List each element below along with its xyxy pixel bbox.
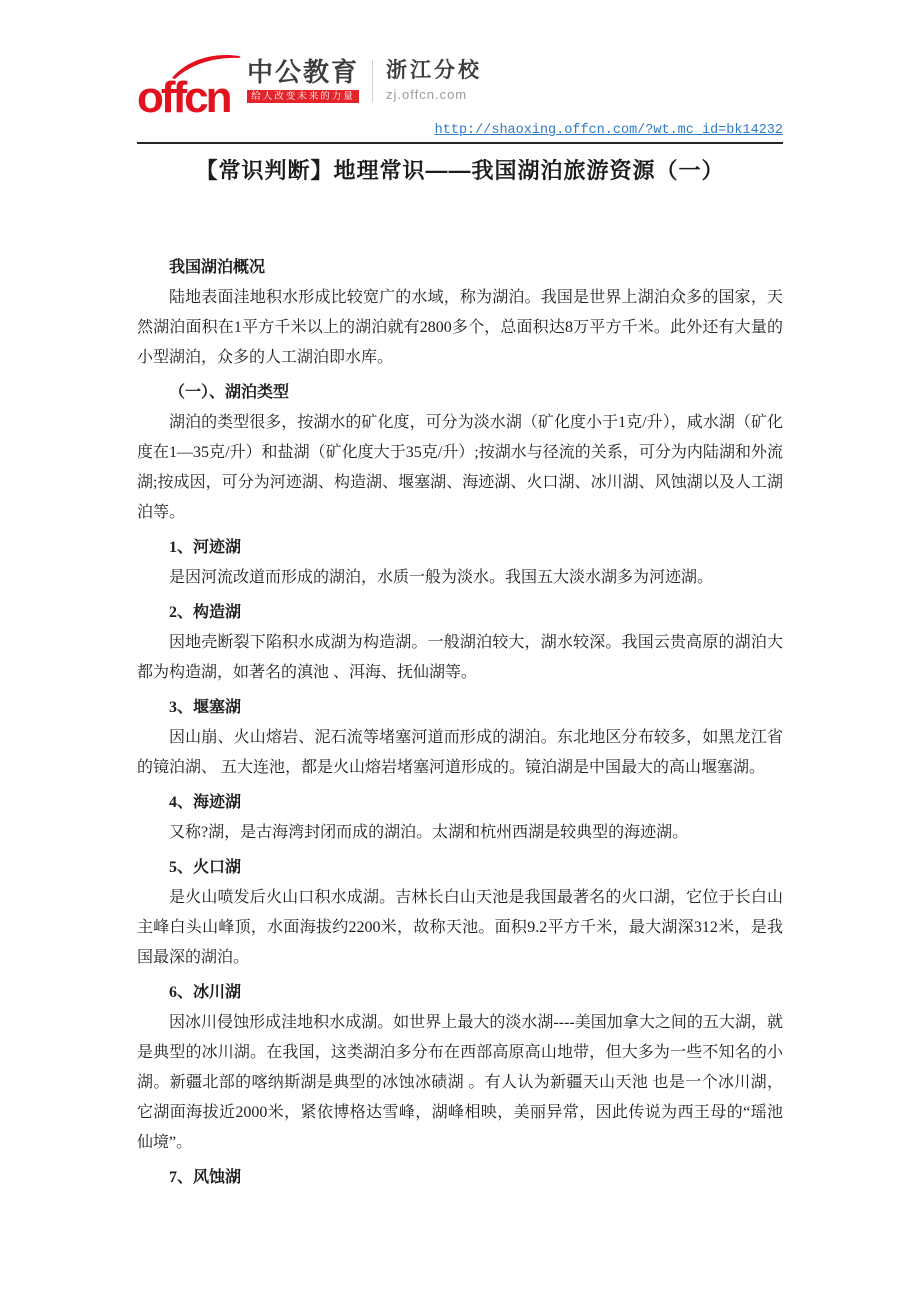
offcn-wordmark-text: offcn [137, 73, 230, 122]
section-heading: 2、构造湖 [169, 604, 242, 621]
branch-block [386, 58, 482, 102]
offcn-logo [137, 57, 483, 122]
paragraph: 陆地表面洼地积水形成比较宽广的水域，称为湖泊。我国是世界上湖泊众多的国家，天然湖泊面积在1平方千米以上的湖泊就有2800多个，总面积达8万平方千米。此外还有大量的小型湖泊，众多的人工湖泊即水库。 [137, 289, 783, 366]
paragraph: 湖泊的类型很多，按湖水的矿化度，可分为淡水湖（矿化度小于1克/升），咸水湖（矿化度在1—35克/升）和盐湖（矿化度大于35克/升）;按湖水与径流的关系，可分为内陆湖和外流湖;按成因，可分为河迹湖、构造湖、堰塞湖、海迹湖、火口湖、冰川湖、风蚀湖以及人工湖泊等。 [137, 414, 783, 521]
section-heading: 1、河迹湖 [169, 539, 242, 556]
section-heading: 4、海迹湖 [169, 794, 242, 811]
branch-site: zj.offcn.com [386, 87, 468, 103]
header-divider [137, 142, 783, 144]
paragraph: 又称?湖，是古海湾封闭而成的湖泊。太湖和杭州西湖是较典型的海迹湖。 [169, 824, 689, 841]
section-heading: （一）、湖泊类型 [169, 384, 290, 401]
brand-name: 中公教育 [247, 57, 360, 87]
branch-name: 浙江分校 [386, 59, 483, 82]
section-heading: 5、火口湖 [169, 859, 242, 876]
section-heading: 7、风蚀湖 [169, 1169, 242, 1186]
source-url-link[interactable]: http://shaoxing.offcn.com/?wt.mc_id=bk14232 [434, 123, 783, 138]
document-body [137, 186, 783, 1193]
section-heading: 6、冰川湖 [169, 984, 242, 1001]
section-heading: 我国湖泊概况 [169, 259, 266, 276]
section-heading: 3、堰塞湖 [169, 699, 242, 716]
logo-divider [372, 60, 373, 102]
paragraph: 是因河流改道而形成的湖泊，水质一般为淡水。我国五大淡水湖多为河迹湖。 [169, 569, 714, 586]
paragraph: 是火山喷发后火山口积水成湖。吉林长白山天池是我国最著名的火口湖，它位于长白山主峰白头山峰顶，水面海拔约2200米，故称天池。面积9.2平方千米，最大湖深312米，是我国最深的湖泊。 [137, 889, 783, 966]
brand-slogan-badge: 给人改变未来的力量 [247, 90, 359, 103]
paragraph: 因山崩、火山熔岩、泥石流等堵塞河道而形成的湖泊。东北地区分布较多，如黑龙江省的镜泊湖、 五大连池，都是火山熔岩堵塞河道形成的。镜泊湖是中国最大的高山堰塞湖。 [137, 729, 783, 776]
offcn-wordmark [137, 58, 237, 122]
page-header [0, 0, 920, 144]
brand-block [247, 58, 359, 103]
page-title: 【常识判断】地理常识——我国湖泊旅游资源（一） [195, 158, 725, 183]
paragraph: 因地壳断裂下陷积水成湖为构造湖。一般湖泊较大，湖水较深。我国云贵高原的湖泊大都为构造湖，如著名的滇池 、洱海、抚仙湖等。 [137, 634, 783, 681]
paragraph: 因冰川侵蚀形成洼地积水成湖。如世界上最大的淡水湖----美国加拿大之间的五大湖，就是典型的冰川湖。在我国，这类湖泊多分布在西部高原高山地带，但大多为一些不知名的小湖。新疆北部的喀纳斯湖是典型的冰蚀冰碛湖 。有人认为新疆天山天池 也是一个冰川湖，它湖面海拔近2000米，紧依博格达雪峰，湖峰相映，美丽异常，因此传说为西王母的“瑶池仙境”。 [137, 1014, 783, 1151]
